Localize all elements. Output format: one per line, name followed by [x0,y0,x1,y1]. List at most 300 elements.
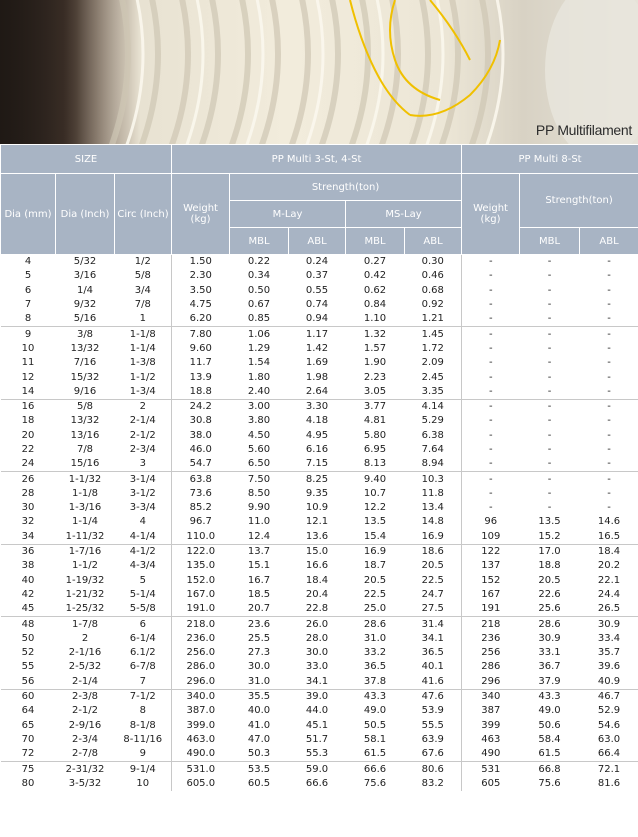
cell-ms-lay-mbl: 4.81 [363,415,387,427]
cell-8st-abl: 66.4 [580,747,638,762]
cell-ms-lay-abl: 3.35 [405,385,462,400]
cell-dia-mm: 42 [21,588,35,600]
cell-weight: 30.8 [189,415,212,427]
table-body [1,255,638,791]
ms-lay-header: MS-Lay [346,201,462,228]
cell-weight-8st: 152 [481,574,501,586]
cell-8st-abl: 18.4 [597,546,621,558]
cell-circ-inch: 6.1/2 [115,646,172,660]
cell-ms-lay-abl: 1.45 [405,327,462,342]
cell-circ-inch: 7 [115,675,172,690]
cell-weight-8st: - [488,328,493,340]
table-row [1,660,638,674]
cell-8st-abl: - [607,284,611,296]
cell-dia-inch: 15/16 [56,457,115,472]
cell-weight-8st: 109 [462,530,520,545]
cell-8st-abl: 54.6 [597,719,621,731]
cell-circ-inch: 2 [115,399,172,414]
cell-8st-mbl: - [547,357,552,369]
cell-dia-mm: 50 [21,632,35,644]
size-header: SIZE [1,145,172,174]
cell-ms-lay-mbl: 16.9 [363,546,387,558]
cell-8st-mbl: 33.1 [538,647,561,659]
cell-circ-inch: 1-1/8 [115,327,172,342]
cell-circ-inch: 6-7/8 [115,660,172,674]
cell-weight: 85.2 [189,502,212,514]
table-row [1,574,638,588]
table-row [1,777,638,791]
cell-m-lay-abl: 8.25 [305,473,329,485]
cell-8st-mbl: - [547,401,552,413]
cell-dia-inch: 1-19/32 [65,574,105,586]
cell-ms-lay-abl: 41.6 [405,675,462,690]
cell-ms-lay-mbl: 12.2 [363,502,387,514]
cell-ms-lay-abl: 40.1 [405,660,462,674]
cell-ms-lay-mbl: 75.6 [363,777,387,789]
table-row [1,414,638,428]
cell-8st-abl: - [607,342,611,354]
cell-weight-8st: 296 [462,675,520,690]
cell-dia-mm: 20 [21,429,35,441]
cell-circ-inch: 10 [115,777,172,791]
cell-8st-abl: - [607,270,611,282]
cell-8st-abl: 52.9 [597,705,621,717]
cell-ms-lay-mbl: 1.57 [363,342,387,354]
cell-m-lay-abl: 0.24 [305,256,329,268]
cell-weight: 531.0 [186,763,216,775]
cell-8st-mbl: - [547,444,552,455]
table-row [1,457,638,472]
cell-circ-inch: 2-1/2 [115,429,172,443]
table-row [1,617,638,632]
cell-m-lay-mbl: 18.5 [247,588,271,600]
cell-weight: 24.2 [189,401,212,413]
cell-ms-lay-mbl: 61.5 [346,747,405,762]
cell-m-lay-mbl: 4.50 [247,429,271,441]
cell-m-lay-abl: 10.9 [305,502,329,514]
cell-8st-mbl: - [547,415,552,427]
cell-ms-lay-mbl: 15.4 [346,530,405,545]
cell-weight: 1.50 [189,256,212,268]
cell-ms-lay-abl: 80.6 [405,762,462,777]
cell-ms-lay-mbl: 50.5 [363,719,387,731]
cell-weight: 490.0 [172,747,230,762]
cell-8st-abl: - [607,415,611,427]
cell-8st-mbl: - [520,312,580,327]
cell-dia-mm: 16 [21,401,35,413]
cell-m-lay-abl: 4.95 [305,429,329,441]
cell-weight-8st: - [488,429,493,441]
cell-ms-lay-mbl: 1.10 [346,312,405,327]
cell-circ-inch: 5/8 [115,269,172,283]
cell-weight: 110.0 [172,530,230,545]
cell-weight-8st: - [488,299,493,311]
cell-m-lay-abl: 22.8 [289,602,346,617]
table-row [1,327,638,342]
ms-lay-abl-header: ABL [405,228,462,255]
group2-header: PP Multi 8-St [462,145,638,174]
table-row [1,356,638,370]
cell-weight: 54.7 [172,457,230,472]
cell-ms-lay-abl: 13.4 [405,501,462,515]
cell-ms-lay-mbl: 20.5 [363,574,387,586]
table-row [1,515,638,529]
cell-m-lay-abl: 9.35 [305,487,329,499]
cell-weight-8st: - [488,284,493,296]
cell-m-lay-abl: 66.6 [305,777,329,789]
cell-circ-inch: 3-3/4 [115,501,172,515]
cell-circ-inch: 1 [115,312,172,327]
cell-ms-lay-mbl: 0.62 [363,284,387,296]
table-row [1,284,638,298]
table-row [1,429,638,443]
cell-m-lay-mbl: 25.5 [247,632,271,644]
cell-8st-abl: 35.7 [597,647,621,659]
cell-m-lay-mbl: 16.7 [247,574,271,586]
group1-header: PP Multi 3-St, 4-St [172,145,462,174]
cell-weight-8st: 399 [481,719,501,731]
cell-m-lay-mbl: 27.3 [247,647,271,659]
cell-ms-lay-abl: 18.6 [405,544,462,559]
table-row [1,487,638,501]
cell-dia-mm: 9 [24,328,32,340]
cell-m-lay-mbl: 41.0 [247,719,271,731]
cell-weight-8st: 191 [462,602,520,617]
cell-ms-lay-abl: 0.30 [405,255,462,270]
cell-weight-8st: - [488,415,493,427]
cell-ms-lay-mbl: 49.0 [363,705,387,717]
cell-m-lay-mbl: 0.34 [247,270,271,282]
cell-weight-8st: - [488,371,493,383]
cell-weight-8st: 256 [481,647,501,659]
cell-dia-mm: 56 [1,675,56,690]
cell-8st-mbl: 37.9 [520,675,580,690]
cell-ms-lay-abl: 10.3 [405,472,462,487]
cell-8st-abl: - [607,371,611,383]
cell-weight-8st: 463 [481,733,501,745]
cell-m-lay-mbl: 2.40 [230,385,289,400]
cell-8st-abl: - [607,444,611,455]
table-row [1,312,638,327]
cell-ms-lay-abl: 55.5 [405,719,462,733]
cell-8st-mbl: - [547,270,552,282]
table-row [1,530,638,545]
cell-m-lay-mbl: 0.85 [230,312,289,327]
cell-8st-abl: - [607,502,611,514]
cell-dia-mm: 55 [21,661,35,673]
cell-weight-8st: 340 [481,691,501,703]
table-row [1,588,638,602]
cell-dia-inch: 13/16 [70,429,100,441]
cell-dia-mm: 80 [21,777,35,789]
cell-dia-mm: 10 [21,342,35,354]
cell-dia-inch: 3/8 [76,328,94,340]
cell-m-lay-abl: 51.7 [305,733,329,745]
cell-m-lay-abl: 28.0 [305,632,329,644]
cell-circ-inch: 1-3/8 [115,356,172,370]
cell-weight-8st: 137 [481,560,501,572]
cell-m-lay-mbl: 47.0 [247,733,271,745]
table-row [1,689,638,704]
cell-dia-inch: 2-3/8 [71,691,99,703]
cell-weight-8st: 490 [462,747,520,762]
cell-weight-8st: - [462,385,520,400]
cell-dia-mm: 48 [21,618,35,630]
table-row [1,646,638,660]
table-row [1,602,638,617]
cell-8st-abl: 16.5 [580,530,638,545]
cell-dia-mm: 38 [21,560,35,572]
cell-m-lay-abl: 0.55 [305,284,329,296]
cell-weight: 7.80 [189,328,212,340]
cell-m-lay-abl: 4.18 [305,415,329,427]
cell-ms-lay-abl: 27.5 [405,602,462,617]
table-row [1,385,638,400]
cell-weight-8st: 286 [481,661,501,673]
cell-weight-8st: - [462,457,520,472]
cell-dia-inch: 1-1/32 [68,473,102,485]
cell-dia-mm: 28 [21,487,35,499]
cell-weight: 122.0 [186,546,216,558]
cell-dia-mm: 26 [21,473,35,485]
cell-8st-abl: 72.1 [597,763,621,775]
cell-8st-mbl: - [547,328,552,340]
table-row [1,370,638,384]
cell-circ-inch: 8-1/8 [115,719,172,733]
cell-dia-mm: 12 [21,371,35,383]
cell-dia-mm: 22 [21,444,35,455]
cell-8st-mbl: - [547,502,552,514]
cell-circ-inch: 9-1/4 [115,762,172,777]
cell-m-lay-mbl: 1.29 [247,342,271,354]
cell-circ-inch: 6-1/4 [115,632,172,646]
cell-ms-lay-abl: 1.72 [405,342,462,356]
cell-weight-8st: 167 [481,588,501,600]
cell-circ-inch: 2-1/4 [115,414,172,428]
cell-weight: 38.0 [189,429,212,441]
table-row [1,269,638,283]
cell-8st-mbl: 28.6 [538,618,561,630]
cell-weight: 399.0 [186,719,216,731]
cell-8st-mbl: - [547,487,552,499]
cell-dia-inch: 1-7/16 [68,546,102,558]
cell-weight: 9.60 [189,342,212,354]
cell-circ-inch: 3-1/2 [115,487,172,501]
cell-m-lay-mbl: 11.0 [247,516,271,528]
cell-weight: 340.0 [186,691,216,703]
cell-dia-mm: 5 [24,270,32,282]
cell-dia-mm: 40 [21,574,35,586]
cell-ms-lay-abl: 16.9 [405,530,462,545]
cell-weight: 256.0 [186,647,216,659]
cell-dia-mm: 32 [21,516,35,528]
cell-8st-mbl: 22.6 [538,588,561,600]
cell-m-lay-abl: 15.0 [305,546,329,558]
cell-dia-inch: 1-25/32 [56,602,115,617]
cell-ms-lay-abl: 34.1 [405,632,462,646]
cell-dia-mm: 18 [21,415,35,427]
cell-weight-8st: - [488,444,493,455]
cell-m-lay-abl: 59.0 [305,763,329,775]
cell-8st-mbl: - [547,371,552,383]
cell-weight: 296.0 [172,675,230,690]
table-row [1,559,638,573]
cell-dia-inch: 3/16 [73,270,97,282]
cell-ms-lay-mbl: 66.6 [363,763,387,775]
cell-8st-abl: - [607,401,611,413]
cell-weight: 218.0 [186,618,216,630]
cell-circ-inch: 4-1/2 [115,544,172,559]
strength-header: Strength(ton) [230,174,462,201]
table-row [1,719,638,733]
cell-weight: 46.0 [189,444,212,455]
cell-ms-lay-mbl: 43.3 [363,691,387,703]
8st-mbl-header: MBL [520,228,580,255]
cell-circ-inch: 6 [115,617,172,632]
cell-m-lay-abl: 7.15 [289,457,346,472]
cell-ms-lay-mbl: 3.77 [363,401,387,413]
cell-circ-inch: 4 [115,515,172,529]
table-row [1,443,638,457]
cell-m-lay-mbl: 0.22 [247,256,271,268]
cell-ms-lay-abl: 0.92 [405,298,462,312]
cell-ms-lay-mbl: 31.0 [363,632,387,644]
cell-weight-8st: 531 [481,763,501,775]
table-row [1,704,638,718]
banner-caption: PP Multifilament [535,122,632,138]
spec-table [0,144,638,791]
cell-weight-8st: 605 [481,777,501,789]
cell-8st-abl: 24.4 [597,588,621,600]
cell-8st-abl: - [607,256,611,268]
cell-dia-mm: 75 [21,763,35,775]
table-row [1,762,638,777]
cell-weight-8st: - [488,487,493,499]
table-header [1,145,638,255]
cell-m-lay-mbl: 1.54 [247,357,271,369]
cell-dia-mm: 24 [1,457,56,472]
cell-8st-mbl: 20.5 [538,574,561,586]
cell-m-lay-mbl: 7.50 [247,473,271,485]
cell-m-lay-abl: 12.1 [305,516,329,528]
cell-m-lay-abl: 1.98 [305,371,329,383]
m-lay-abl-header: ABL [289,228,346,255]
cell-8st-mbl: - [547,299,552,311]
cell-ms-lay-mbl: 9.40 [363,473,387,485]
cell-circ-inch: 5 [115,574,172,588]
cell-dia-mm: 36 [21,546,35,558]
cell-ms-lay-abl: 31.4 [405,617,462,632]
cell-circ-inch: 7-1/2 [115,689,172,704]
cell-circ-inch: 3 [115,457,172,472]
cell-weight: 13.9 [189,371,212,383]
table-row [1,255,638,270]
cell-ms-lay-mbl: 0.27 [363,256,387,268]
cell-ms-lay-mbl: 36.5 [363,661,387,673]
cell-dia-mm: 65 [21,719,35,731]
cell-8st-abl: 63.0 [597,733,621,745]
table-row [1,733,638,747]
m-lay-header: M-Lay [230,201,346,228]
cell-8st-mbl: - [547,256,552,268]
cell-ms-lay-abl: 0.46 [405,269,462,283]
cell-m-lay-abl: 0.94 [289,312,346,327]
cell-weight: 463.0 [186,733,216,745]
cell-weight: 2.30 [189,270,212,282]
cell-dia-mm: 64 [21,705,35,717]
cell-dia-mm: 34 [1,530,56,545]
cell-dia-mm: 52 [21,647,35,659]
cell-8st-abl: 39.6 [597,661,621,673]
cell-m-lay-mbl: 23.6 [247,618,271,630]
cell-ms-lay-mbl: 33.2 [363,647,387,659]
cell-weight: 152.0 [186,574,216,586]
cell-ms-lay-mbl: 0.42 [363,270,387,282]
cell-m-lay-abl: 2.64 [289,385,346,400]
cell-m-lay-mbl: 40.0 [247,705,271,717]
cell-weight-8st: - [488,401,493,413]
cell-ms-lay-mbl: 3.05 [346,385,405,400]
cell-ms-lay-abl: 6.38 [405,429,462,443]
cell-8st-mbl: 30.9 [538,632,561,644]
circ-inch-header: Circ (Inch) [115,174,172,255]
cell-weight: 387.0 [186,705,216,717]
cell-m-lay-abl: 55.3 [289,747,346,762]
cell-weight-8st: - [488,357,493,369]
cell-circ-inch: 3-1/4 [115,472,172,487]
cell-weight-8st: - [488,502,493,514]
cell-weight: 167.0 [186,588,216,600]
cell-dia-inch: 1-1/4 [71,516,99,528]
cell-ms-lay-mbl: 5.80 [363,429,387,441]
dia-mm-header: Dia (mm) [1,174,56,255]
cell-8st-mbl: 61.5 [520,747,580,762]
cell-circ-inch: 1-1/4 [115,342,172,356]
cell-m-lay-abl: 1.69 [305,357,329,369]
cell-dia-inch: 1-21/32 [65,588,105,600]
cell-dia-mm: 4 [24,256,32,268]
cell-ms-lay-abl: 24.7 [405,588,462,602]
weight-header: Weight (kg) [172,174,230,255]
cell-m-lay-abl: 45.1 [305,719,329,731]
cell-weight-8st: - [488,270,493,282]
cell-ms-lay-abl: 20.5 [405,559,462,573]
cell-weight-8st: - [462,312,520,327]
cell-dia-inch: 2 [81,632,89,644]
cell-m-lay-abl: 16.6 [305,560,329,572]
cell-8st-mbl: - [547,342,552,354]
cell-dia-mm: 8 [1,312,56,327]
cell-weight-8st: - [488,473,493,485]
cell-8st-mbl: 43.3 [538,691,561,703]
table-row [1,298,638,312]
cell-ms-lay-mbl: 8.13 [346,457,405,472]
cell-m-lay-abl: 44.0 [305,705,329,717]
cell-ms-lay-mbl: 1.32 [363,328,387,340]
cell-ms-lay-mbl: 25.0 [346,602,405,617]
cell-dia-mm: 11 [21,357,35,369]
cell-8st-abl: 81.6 [597,777,621,789]
cell-weight: 6.20 [172,312,230,327]
cell-8st-abl: 14.6 [597,516,621,528]
dia-inch-header: Dia (Inch) [56,174,115,255]
cell-dia-inch: 2-7/8 [56,747,115,762]
cell-8st-abl: - [580,385,638,400]
cell-m-lay-mbl: 35.5 [247,691,271,703]
cell-m-lay-mbl: 13.7 [247,546,271,558]
table-row [1,472,638,487]
table-row [1,632,638,646]
